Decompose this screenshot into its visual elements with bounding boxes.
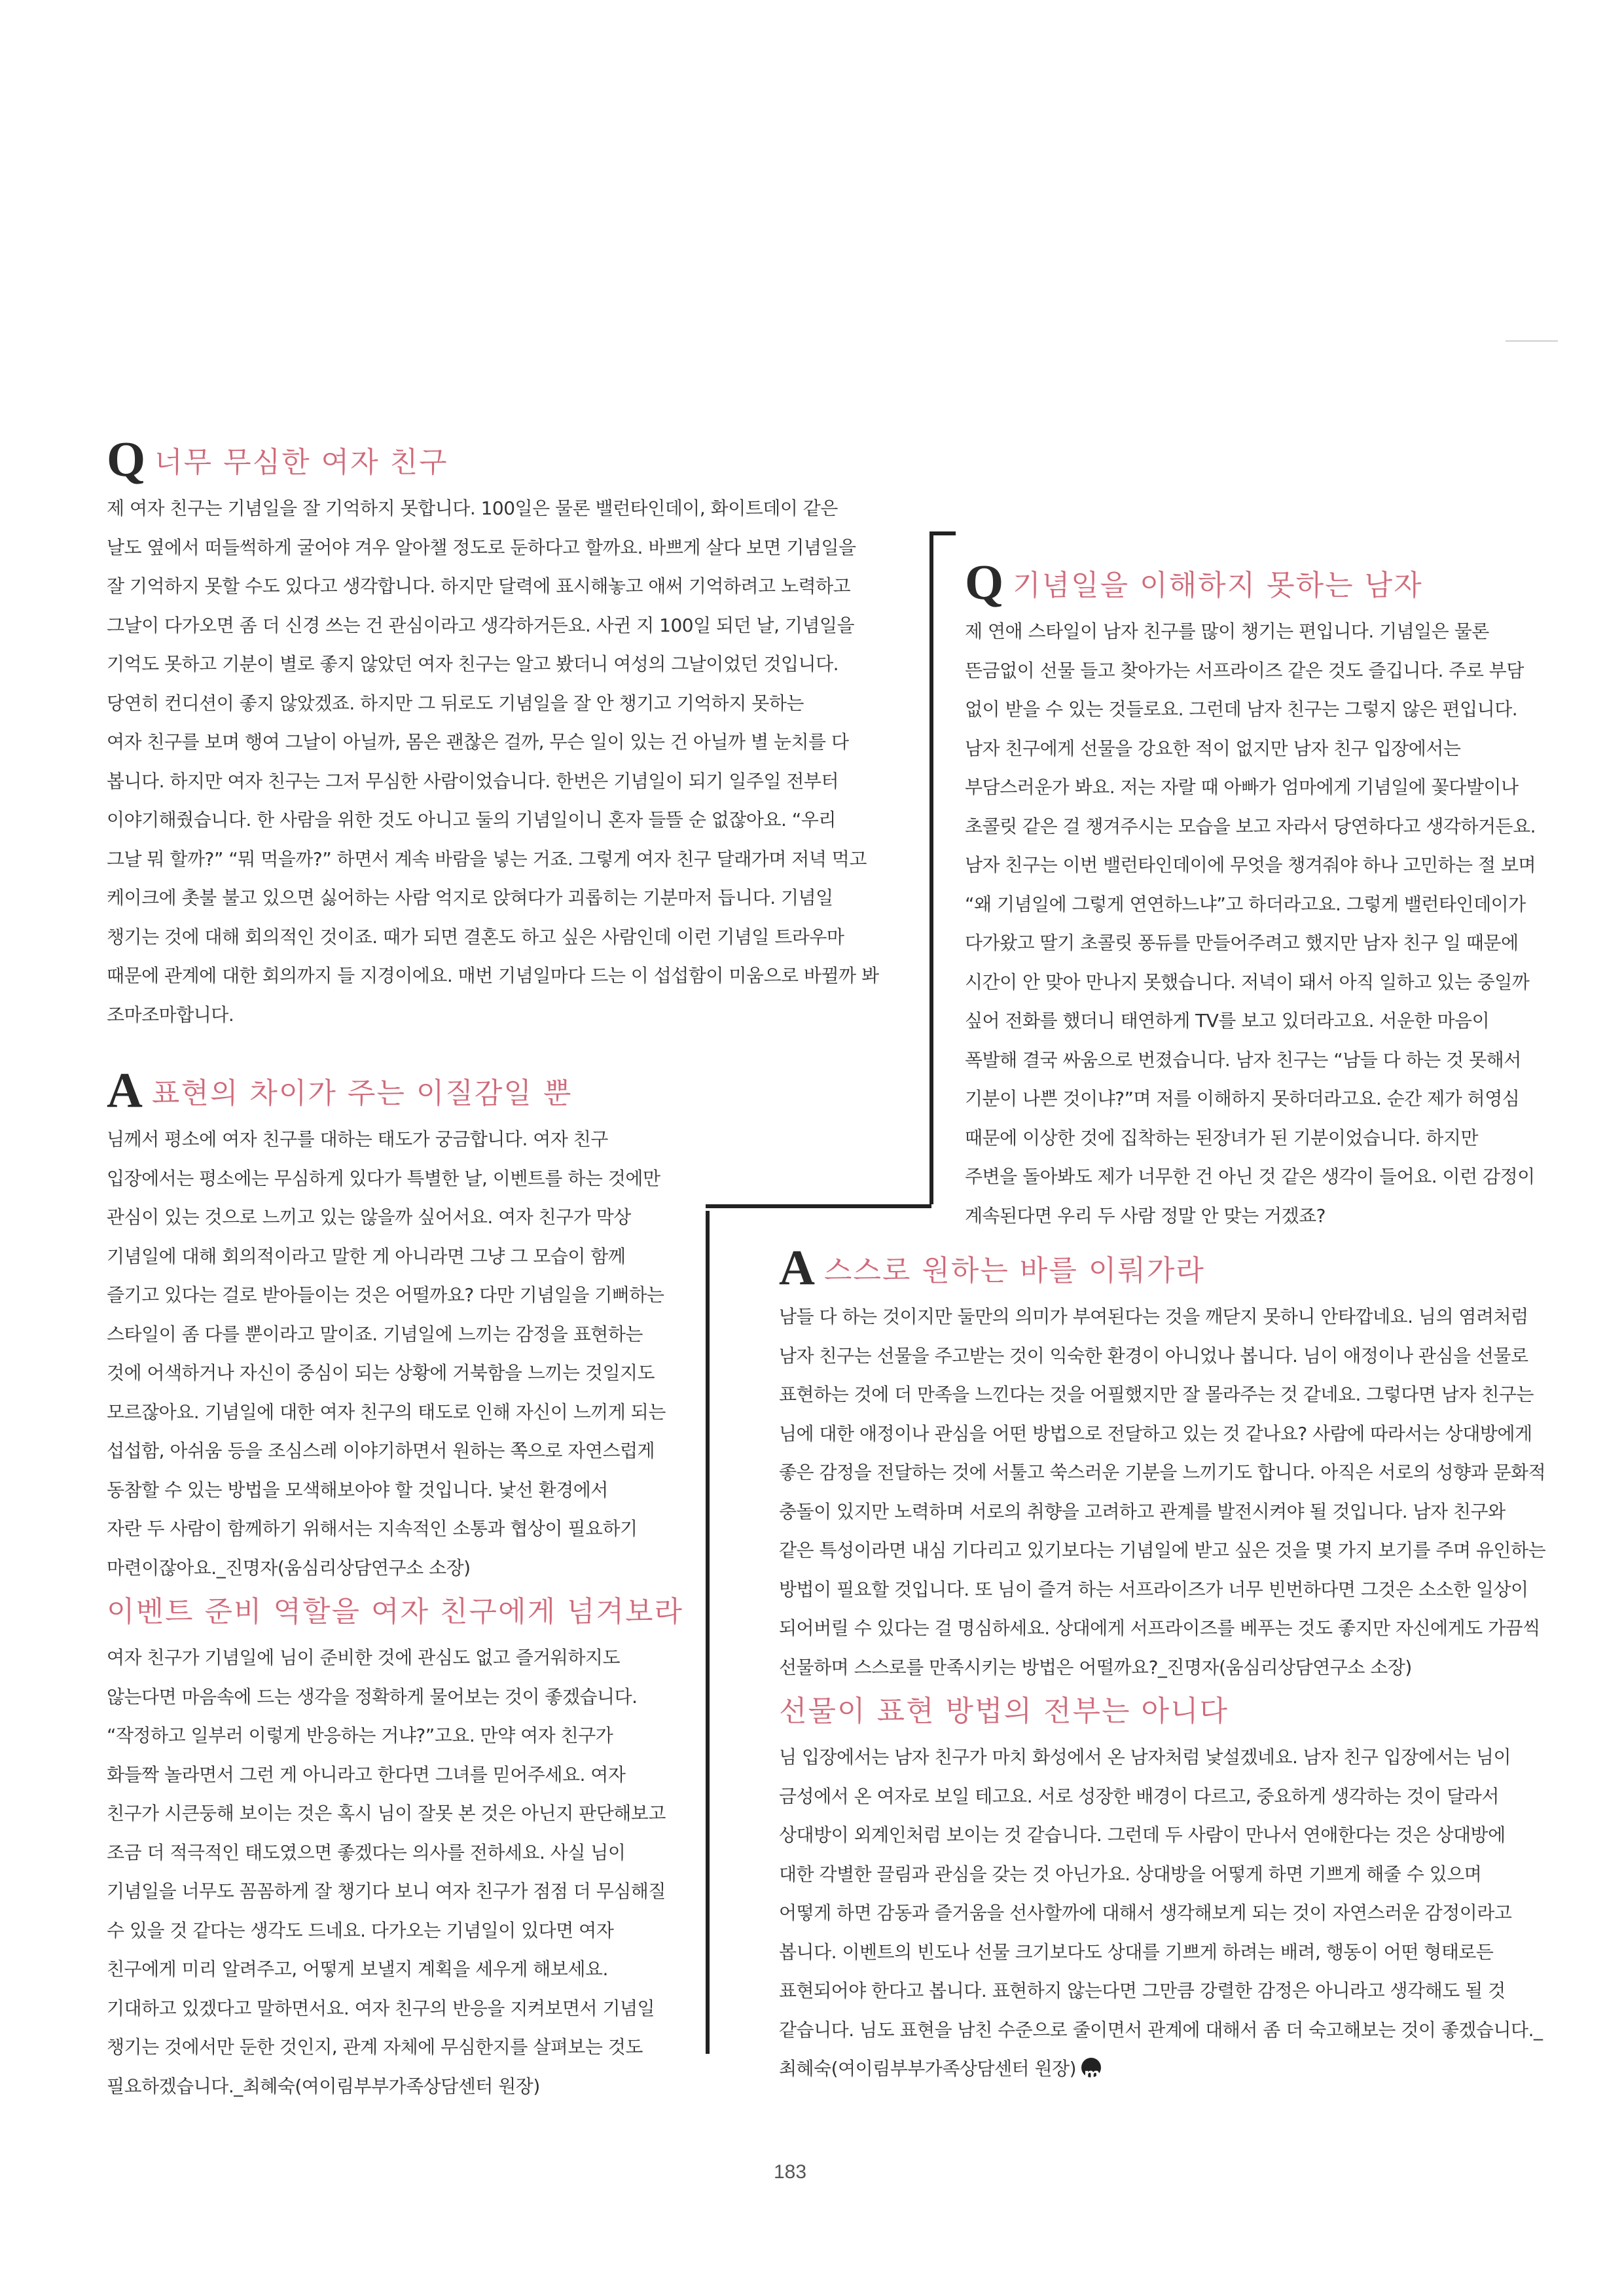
a2b-heading: 선물이 표현 방법의 전부는 아니다 (779, 1695, 1229, 1728)
a2-bracket-vertical (706, 1211, 710, 2054)
a2b-line: 금성에서 온 여자로 보일 테고요. 서로 성장한 배경이 다르고, 중요하게 생각하는 것이 달라서 (779, 1785, 1499, 1807)
q2-line: 초콜릿 같은 걸 챙겨주시는 모습을 보고 자라서 당연하다고 생각하거든요. (965, 815, 1536, 837)
a1b-line: “작정하고 일부러 이렇게 반응하는 거냐?”고요. 만약 여자 친구가 (107, 1725, 613, 1746)
a1-line: 동참할 수 있는 방법을 모색해보아야 할 것입니다. 낯선 환경에서 (107, 1479, 608, 1501)
a1b-line: 여자 친구가 기념일에 님이 준비한 것에 관심도 없고 즐거워하지도 (107, 1647, 621, 1668)
a1b-line: 화들짝 놀라면서 그런 게 아니라고 한다면 그녀를 믿어주세요. 여자 (107, 1763, 626, 1785)
q1-heading (107, 432, 704, 487)
a2-title: 스스로 원하는 바를 이뤄가라 (823, 1254, 1205, 1287)
a1-heading (107, 1063, 704, 1118)
q2-line: 계속된다면 우리 두 사람 정말 안 맞는 거겠죠? (965, 1204, 1326, 1227)
q2-line: 기분이 나쁜 것이냐?”며 저를 이해하지 못하더라고요. 순간 제가 허영심 (965, 1088, 1520, 1109)
q2-line: 제 연애 스타일이 남자 친구를 많이 챙기는 편입니다. 기념일은 물론 (965, 620, 1489, 642)
q1-line: 그날 뭐 할까?” “뭐 먹을까?” 하면서 계속 바람을 넣는 거죠. 그렇게 여자 친구 달래가며 저녁 먹고 (107, 848, 867, 870)
right-column-top (965, 555, 1580, 1235)
a2b-signature: 최혜숙(여이림부부가족상담센터 원장) (779, 2058, 1077, 2079)
a1b-line: 기념일을 너무도 꼼꼼하게 잘 챙기다 보니 여자 친구가 점점 더 무심해질 (107, 1880, 666, 1902)
q2-line: 폭발해 결국 싸움으로 번졌습니다. 남자 친구는 “남들 다 하는 것 못해서 (965, 1049, 1521, 1071)
a1b-line: 친구가 시큰둥해 보이는 것은 혹시 님이 잘못 본 것은 아닌지 판단해보고 (107, 1803, 666, 1824)
q1-line: 조마조마합니다. (107, 1003, 234, 1026)
a2-line: 좋은 감정을 전달하는 것에 서툴고 쑥스러운 기분을 느끼기도 합니다. 아직은 서로의 성향과 문화적 (779, 1462, 1546, 1483)
a2b-line: 님 입장에서는 남자 친구가 마치 화성에서 온 남자처럼 낯설겠네요. 남자 친구 입장에서는 님이 (779, 1746, 1511, 1768)
q1-line: 여자 친구를 보며 행여 그날이 아닐까, 몸은 괜찮은 걸까, 무슨 일이 있는 건 아닐까 별 눈치를 다 (107, 731, 849, 753)
q2-line: 시간이 안 맞아 만나지 못했습니다. 저녁이 돼서 아직 일하고 있는 중일까 (965, 971, 1530, 993)
a1b-line: 필요하겠습니다._최혜숙(여이림부부가족상담센터 원장) (107, 2075, 540, 2097)
a2b-line: 대한 각별한 끌림과 관심을 갖는 것 아닌가요. 상대방을 어떻게 하면 기쁘게 해줄 수 있으며 (779, 1863, 1482, 1885)
a1b-line: 수 있을 것 같다는 생각도 드네요. 다가오는 기념일이 있다면 여자 (107, 1919, 614, 1941)
q1-line: 기억도 못하고 기분이 별로 좋지 않았던 여자 친구는 알고 봤더니 여성의 그날이었던 것입니다. (107, 653, 839, 675)
a1-line: 기념일에 대해 회의적이라고 말한 게 아니라면 그냥 그 모습이 함께 (107, 1245, 626, 1267)
a1-line: 즐기고 있다는 걸로 받아들이는 것은 어떨까요? 다만 기념일을 기뻐하는 (107, 1284, 664, 1306)
a2-line: 남자 친구는 선물을 주고받는 것이 익숙한 환경이 아니었나 봅니다. 님이 애정이나 관심을 선물로 (779, 1344, 1528, 1367)
a2-line: 님에 대한 애정이나 관심을 어떤 방법으로 전달하고 있는 것 같나요? 사람에 따라서는 상대방에게 (779, 1422, 1532, 1444)
page-number: 183 (774, 2161, 807, 2183)
a1-line: 마련이잖아요._진명자(움심리상담연구소 소장) (107, 1556, 471, 1579)
q2-line: 다가왔고 딸기 초콜릿 퐁듀를 만들어주려고 했지만 남자 친구 일 때문에 (965, 932, 1519, 954)
q1-line: 당연히 컨디션이 좋지 않았겠죠. 하지만 그 뒤로도 기념일을 잘 안 챙기고 기억하지 못하는 (107, 692, 804, 714)
a1-line: 입장에서는 평소에는 무심하게 있다가 특별한 날, 이벤트를 하는 것에만 (107, 1167, 660, 1189)
a1-title: 표현의 차이가 주는 이질감일 뿐 (151, 1077, 573, 1110)
a1b-line: 친구에게 미리 알려주고, 어떻게 보낼지 계획을 세우게 해보세요. (107, 1958, 608, 1980)
q2-line: 부담스러운가 봐요. 저는 자랄 때 아빠가 엄마에게 기념일에 꽃다발이나 (965, 776, 1519, 798)
a2-line: 되어버릴 수 있다는 걸 명심하세요. 상대에게 서프라이즈를 베푸는 것도 좋지만 자신에게도 가끔씩 (779, 1617, 1540, 1639)
a2-line: 같은 특성이라면 내심 기다리고 있기보다는 기념일에 받고 싶은 것을 몇 가지 보기를 주며 유인하는 (779, 1539, 1546, 1561)
a1b-body (107, 1638, 704, 2106)
q2-line: 때문에 이상한 것에 집착하는 된장녀가 된 기분이었습니다. 하지만 (965, 1126, 1479, 1149)
a1-line: 섭섭함, 아쉬움 등을 조심스레 이야기하면서 원하는 쪽으로 자연스럽게 (107, 1440, 655, 1462)
q1-line: 날도 옆에서 떠들썩하게 굴어야 겨우 알아챌 정도로 둔하다고 할까요. 바쁘게 살다 보면 기념일을 (107, 536, 856, 558)
a2-line: 충돌이 있지만 노력하며 서로의 취향을 고려하고 관계를 발전시켜야 될 것입니다. 남자 친구와 (779, 1500, 1506, 1522)
scan-mark (1506, 340, 1558, 342)
a2b-line: 상대방이 외계인처럼 보이는 것 같습니다. 그런데 두 사람이 만나서 연애한다는 것은 상대방에 (779, 1824, 1506, 1846)
q1-line: 봅니다. 하지만 여자 친구는 그저 무심한 사람이었습니다. 한번은 기념일이 되기 일주일 전부터 (107, 770, 839, 792)
a-mark: A (107, 1063, 144, 1118)
a1-body (107, 1120, 704, 1587)
right-column-bottom (779, 1240, 1583, 2089)
q2-bracket-vertical (929, 533, 933, 1204)
left-column (107, 432, 879, 2106)
a1-line: 관심이 있는 것으로 느끼고 있는 않을까 싶어서요. 여자 친구가 막상 (107, 1206, 631, 1228)
q2-line: “왜 기념일에 그렇게 연연하느냐”고 하더라고요. 그렇게 밸런타인데이가 (965, 893, 1526, 915)
q1-line: 이야기해줬습니다. 한 사람을 위한 것도 아니고 둘의 기념일이니 혼자 들뜰 순 없잖아요. “우리 (107, 809, 836, 831)
a2b-line: 같습니다. 님도 표현을 남친 수준으로 줄이면서 관계에 대해서 좀 더 숙고해보는 것이 좋겠습니다._ (779, 2018, 1543, 2041)
a2-bracket-curve (706, 1204, 931, 1208)
magazine-end-icon (1081, 2058, 1101, 2077)
a1b-line: 않는다면 마음속에 드는 생각을 정확하게 물어보는 것이 좋겠습니다. (107, 1685, 638, 1708)
a2b-line: 봅니다. 이벤트의 빈도나 선물 크기보다도 상대를 기쁘게 하려는 배려, 행동이 어떤 형태로든 (779, 1941, 1494, 1963)
q2-line: 남자 친구에게 선물을 강요한 적이 없지만 남자 친구 입장에서는 (965, 737, 1461, 759)
a1-line: 스타일이 좀 다를 뿐이라고 말이죠. 기념일에 느끼는 감정을 표현하는 (107, 1323, 643, 1345)
q1-line: 잘 기억하지 못할 수도 있다고 생각합니다. 하지만 달력에 표시해놓고 애써 기억하려고 노력하고 (107, 575, 851, 597)
q1-line: 챙기는 것에 대해 회의적인 것이죠. 때가 되면 결혼도 하고 싶은 사람인데 이런 기념일 트라우마 (107, 925, 844, 948)
a1b-line: 기대하고 있겠다고 말하면서요. 여자 친구의 반응을 지켜보면서 기념일 (107, 1997, 655, 2019)
a-mark: A (779, 1240, 816, 1295)
a1-line: 님께서 평소에 여자 친구를 대하는 태도가 궁금합니다. 여자 친구 (107, 1128, 608, 1150)
a1-line: 것에 어색하거나 자신이 중심이 되는 상황에 거북함을 느끼는 것일지도 (107, 1362, 655, 1384)
q2-line: 싶어 전화를 했더니 태연하게 TV를 보고 있더라고요. 서운한 마음이 (965, 1010, 1490, 1031)
q2-line: 없이 받을 수 있는 것들로요. 그런데 남자 친구는 그렇지 않은 편입니다. (965, 698, 1518, 720)
a1b-line: 조금 더 적극적인 태도였으면 좋겠다는 의사를 전하세요. 사실 님이 (107, 1841, 626, 1863)
q2-line: 주변을 돌아봐도 제가 너무한 건 아닌 것 같은 생각이 들어요. 이런 감정이 (965, 1166, 1535, 1187)
a2b-line: 어떻게 하면 감동과 즐거움을 선사할까에 대해서 생각해보게 되는 것이 자연스러운 감정이라고 (779, 1902, 1512, 1924)
a2-body (779, 1297, 1583, 1687)
q2-line: 남자 친구는 이번 밸런타인데이에 무엇을 챙겨줘야 하나 고민하는 절 보며 (965, 854, 1536, 876)
q1-line: 제 여자 친구는 기념일을 잘 기억하지 못합니다. 100일은 물론 밸런타인데이, 화이트데이 같은 (107, 497, 838, 519)
q1-title: 너무 무심한 여자 친구 (154, 446, 448, 479)
a1-line: 모르잖아요. 기념일에 대한 여자 친구의 태도로 인해 자신이 느끼게 되는 (107, 1401, 666, 1423)
a1-line: 자란 두 사람이 함께하기 위해서는 지속적인 소통과 협상이 필요하기 (107, 1518, 638, 1539)
q-mark: Q (965, 555, 1005, 610)
a2-line: 선물하며 스스로를 만족시키는 방법은 어떨까요?_진명자(움심리상담연구소 소장) (779, 1656, 1412, 1678)
q2-bracket-curve (929, 531, 956, 535)
q2-title: 기념일을 이해하지 못하는 남자 (1013, 569, 1423, 602)
a2-line: 방법이 필요할 것입니다. 또 님이 즐겨 하는 서프라이즈가 너무 빈번하다면 그것은 소소한 일상이 (779, 1578, 1528, 1600)
q2-body (965, 612, 1580, 1235)
a2b-body (779, 1738, 1583, 2089)
q1-body (107, 489, 879, 1034)
a1b-heading: 이벤트 준비 역할을 여자 친구에게 넘겨보라 (107, 1595, 684, 1628)
q2-heading (965, 555, 1580, 610)
a2b-line: 표현되어야 한다고 봅니다. 표현하지 않는다면 그만큼 강렬한 감정은 아니라고 생각해도 될 것 (779, 1980, 1506, 2001)
q2-line: 뜬금없이 선물 들고 찾아가는 서프라이즈 같은 것도 즐깁니다. 주로 부담 (965, 659, 1524, 681)
a2b-line (779, 2049, 1583, 2089)
q-mark: Q (107, 432, 147, 487)
q1-line: 그날이 다가오면 좀 더 신경 쓰는 건 관심이라고 생각하거든요. 사귄 지 100일 되던 날, 기념일을 (107, 614, 855, 636)
a2-line: 표현하는 것에 더 만족을 느낀다는 것을 어필했지만 잘 몰라주는 것 같네요. 그렇다면 남자 친구는 (779, 1384, 1534, 1405)
a1b-line: 챙기는 것에서만 둔한 것인지, 관계 자체에 무심한지를 살펴보는 것도 (107, 2036, 643, 2058)
a2-line: 남들 다 하는 것이지만 둘만의 의미가 부여된다는 것을 깨닫지 못하니 안타깝네요. 님의 염려처럼 (779, 1306, 1528, 1327)
q1-line: 때문에 관계에 대한 회의까지 들 지경이에요. 매번 기념일마다 드는 이 섭섭함이 미움으로 바뀔까 봐 (107, 965, 879, 986)
a2-heading (779, 1240, 1583, 1295)
q1-line: 케이크에 촛불 불고 있으면 싫어하는 사람 억지로 앉혀다가 괴롭히는 기분마저 듭니다. 기념일 (107, 887, 833, 908)
